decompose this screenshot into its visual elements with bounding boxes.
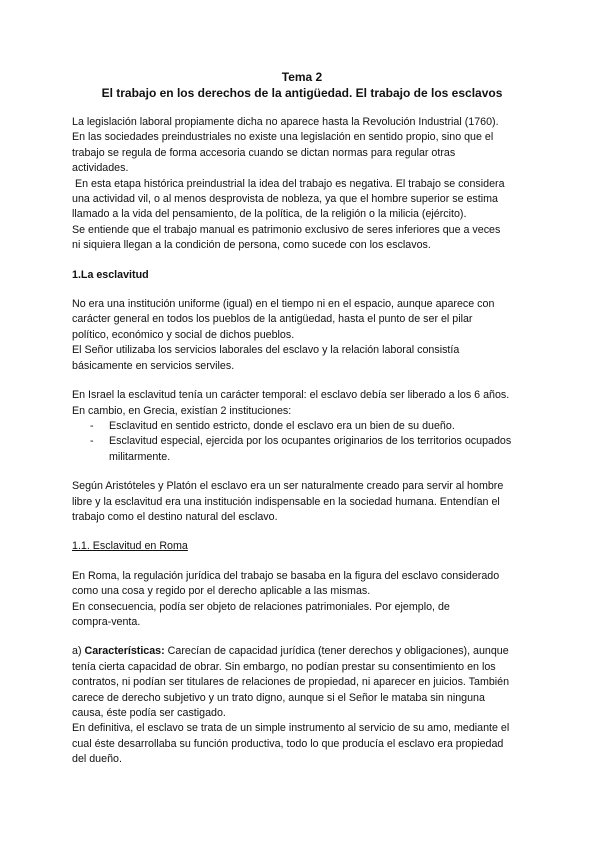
text-line: básicamente en servicios serviles. bbox=[72, 359, 235, 372]
text-line: En las sociedades preindustriales no existe una legislación en sentido propio, sino que el bbox=[72, 131, 494, 144]
characteristics-label: Características: bbox=[84, 645, 165, 658]
item-label-a: a) bbox=[72, 645, 85, 658]
text-line: En Roma, la regulación jurídica del trabajo se basaba en la figura del esclavo considerado bbox=[72, 569, 500, 582]
esclavitud-paragraph-2 bbox=[72, 388, 532, 465]
intro-paragraph bbox=[72, 115, 532, 254]
text-fragment: Carecían de capacidad jurídica (tener derechos y obligaciones), aunque bbox=[164, 645, 509, 658]
text-line: En definitiva, el esclavo se trata de un simple instrumento al servicio de su amo, mediante el bbox=[72, 722, 510, 735]
text-line: Se entiende que el trabajo manual es patrimonio exclusivo de seres inferiores que a veces bbox=[72, 223, 501, 236]
list-item bbox=[72, 419, 532, 434]
text-line: como una cosa y regido por el derecho aplicable a las mismas. bbox=[72, 585, 371, 598]
text-line: libre y la esclavitud era una institución indispensable en la sociedad humana. Entendían el bbox=[72, 495, 500, 508]
text-line: una actividad vil, o al menos desprovista de nobleza, ya que el hombre superior se estima bbox=[72, 193, 498, 206]
document-page bbox=[72, 70, 532, 782]
esclavitud-paragraph-1 bbox=[72, 297, 532, 374]
section-heading-esclavitud: 1.La esclavitud bbox=[72, 268, 149, 281]
institutions-list bbox=[72, 419, 532, 465]
text-line: carece de derecho subjetivo y un trato digno, aunque si el Señor le mataba sin ninguna bbox=[72, 691, 485, 704]
roma-paragraph-1 bbox=[72, 569, 532, 631]
text-line: No era una institución uniforme (igual) en el tiempo ni en el espacio, aunque aparece con bbox=[72, 298, 495, 311]
text-line: El Señor utilizaba los servicios laborales del esclavo y la relación laboral consistía bbox=[72, 344, 460, 357]
text-line: político, económico y social de dichos pueblos. bbox=[72, 328, 295, 341]
text-line: cual éste desarrollaba su función productiva, todo lo que producía el esclavo era propiedad bbox=[72, 737, 504, 750]
text-line: En esta etapa histórica preindustrial la idea del trabajo es negativa. El trabajo se considera bbox=[72, 177, 505, 190]
text-line: contratos, ni podían ser titulares de relaciones de propiedad, ni aparecer en juicios. También bbox=[72, 676, 510, 689]
document-title-main: El trabajo en los derechos de la antigüedad. El trabajo de los esclavos bbox=[101, 85, 503, 100]
text-line: causa, éste podía ser castigado. bbox=[72, 707, 226, 719]
section-heading-roma: 1.1. Esclavitud en Roma bbox=[72, 540, 188, 553]
text-line bbox=[72, 644, 532, 659]
text-line: En cambio, en Grecia, existían 2 instituciones: bbox=[72, 404, 292, 417]
text-line: tenía cierta capacidad de obrar. Sin embargo, no podían prestar su consentimiento en los bbox=[72, 660, 496, 673]
text-line: actividades. bbox=[72, 162, 129, 175]
text-line: militarmente. bbox=[109, 450, 171, 463]
roma-paragraph-2 bbox=[72, 644, 532, 767]
text-line: compra-venta. bbox=[72, 615, 141, 628]
text-line: - Esclavitud en sentido estricto, donde el esclavo era un bien de su dueño. bbox=[109, 419, 455, 432]
text-line: carácter general en todos los pueblos de la antigüedad, hasta el punto de ser el pilar bbox=[72, 313, 473, 326]
text-line: En consecuencia, podía ser objeto de relaciones patrimoniales. Por ejemplo, de bbox=[72, 600, 450, 613]
text-line: llamado a la vida del pensamiento, de la política, de la religión o la milicia (ejército). bbox=[72, 208, 467, 221]
esclavitud-paragraph-3 bbox=[72, 479, 532, 525]
text-line: ni siquiera llegan a la condición de persona, como sucede con los esclavos. bbox=[72, 239, 431, 252]
text-line: trabajo como el destino natural del esclavo. bbox=[72, 510, 278, 523]
text-line: trabajo se regula de forma accesoria cuando se dictan normas para regular otras bbox=[72, 146, 456, 159]
list-item bbox=[72, 434, 532, 465]
document-title-topic: Tema 2 bbox=[281, 70, 323, 84]
text-line: La legislación laboral propiamente dicha no aparece hasta la Revolución Industrial (1760). bbox=[72, 116, 499, 128]
text-line: del dueño. bbox=[72, 753, 122, 766]
text-line: Según Aristóteles y Platón el esclavo era un ser naturalmente creado para servir al hombre bbox=[72, 480, 504, 493]
text-line: En Israel la esclavitud tenía un carácter temporal: el esclavo debía ser liberado a los 6 años. bbox=[72, 389, 510, 402]
text-line: - Esclavitud especial, ejercida por los ocupantes originarios de los territorios ocupados bbox=[109, 435, 512, 448]
